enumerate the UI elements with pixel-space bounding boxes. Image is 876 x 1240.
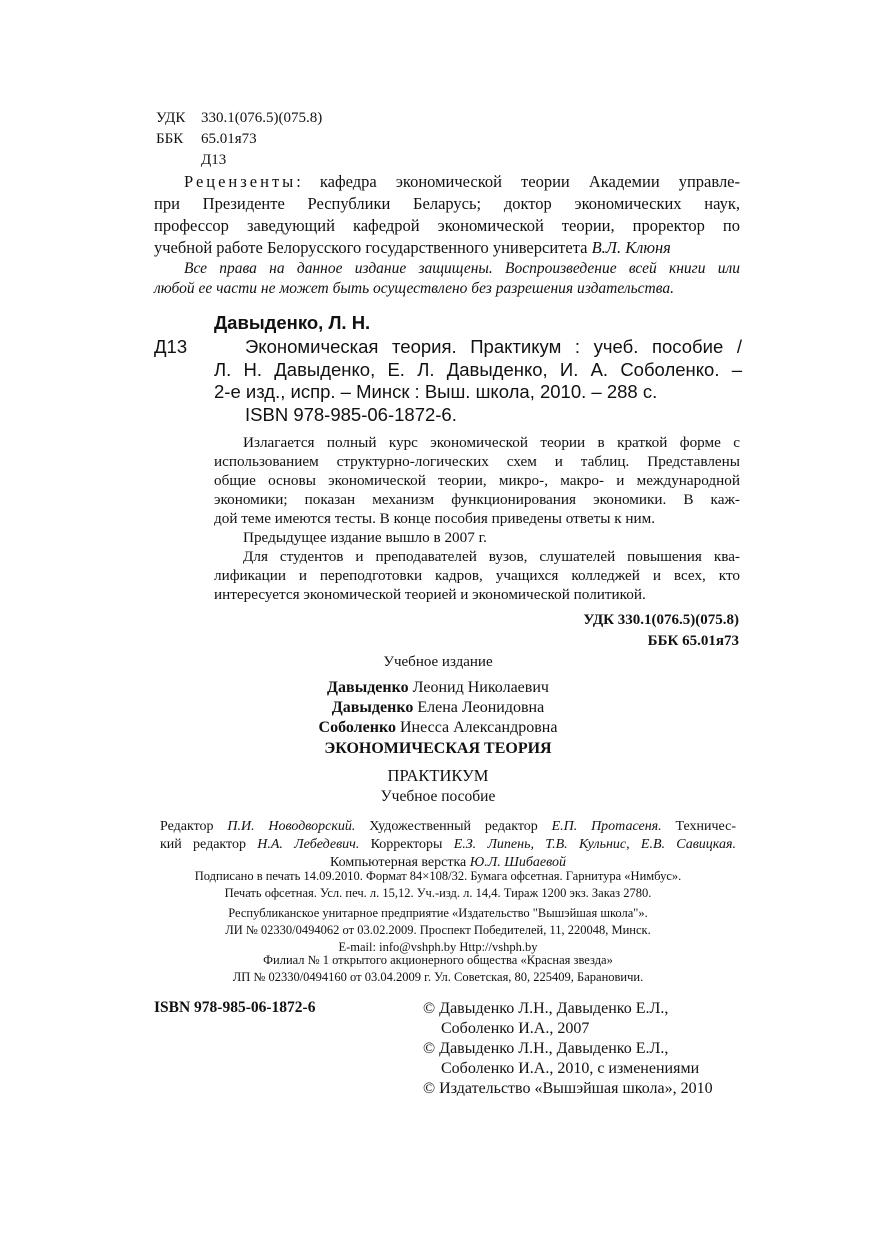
publisher-line-1: Республиканское унитарное предприятие «Издательство "Вышэйшая школа"». [228,906,648,920]
author-2-given: Елена Леонидовна [413,699,545,716]
annotation-line-1: Излагается полный курс экономической теории в краткой форме с [243,434,740,451]
annotation-line-8: лификации и переподготовки кадров, учащихся колледжей и всех, кто [214,567,740,584]
reviewers-line-4: учебной работе Белорусского государственного университета [154,238,592,257]
copyright-2a: © Давыденко Л.Н., Давыденко Е.Л., [423,1040,669,1057]
credits-text: кий редактор [160,837,258,852]
printer-line-2: ЛП № 02330/0494160 от 03.04.2009 г. Ул. Советская, 80, 225409, Барановичи. [232,970,644,984]
annotation-line-7: Для студентов и преподавателей вузов, слушателей повышения ква- [243,548,740,565]
bib-line-1: Экономическая теория. Практикум : учеб. пособие / [245,336,742,357]
author-3-surname: Соболенко [318,719,396,736]
credits-name: Н.А. Лебедевич. [257,837,360,852]
rights-notice [154,259,740,299]
edition-type: Учебное издание [383,654,493,670]
credits-text: Корректоры [359,837,454,852]
publisher-line-2: ЛИ № 02330/0494062 от 03.02.2009. Проспект Победителей, 11, 220048, Минск. [225,923,651,937]
reviewers-line-1: : кафедра экономической теории Академии управле- [296,172,740,191]
bib-line-4: ISBN 978-985-06-1872-6. [245,403,457,425]
author-list [0,678,876,738]
isbn: ISBN 978-985-06-1872-6 [154,999,316,1016]
author-2-surname: Давыденко [331,699,414,716]
credits-text: Художественный редактор [355,819,552,834]
annotation [214,433,740,604]
publisher-line-3: E-mail: info@vshph.by Http://vshph.by [338,940,538,954]
technical-data [0,868,876,902]
udk-right: УДК 330.1(076.5)(075.8) [583,612,739,628]
rights-line-2: любой ее части не может быть осуществлено без разрешения издательства. [154,280,674,297]
book-genre: Учебное пособие [380,788,496,805]
annotation-line-2: использованием структурно-логических схем и таблиц. Представлены [214,453,740,470]
classification-right [583,610,739,652]
bibliographic-record [214,336,742,426]
rights-line-1: Все права на данное издание защищены. Воспроизведение всей книги или [184,260,740,277]
printer-info [0,952,876,986]
author-1 [0,678,876,698]
bbk-value: 65.01я73 [201,131,257,147]
annotation-line-5: дой теме имеются тесты. В конце пособия приведены ответы к ним. [214,510,656,527]
book-subtitle: ПРАКТИКУМ [387,766,489,785]
author-mark: Д13 [201,152,227,168]
udk-value: 330.1(076.5)(075.8) [201,110,323,126]
annotation-line-9: интересуется экономической теорией и экономической политикой. [214,586,646,603]
printer-line-1: Филиал № 1 открытого акционерного общества «Красная звезда» [263,953,613,967]
author-3-given: Инесса Александровна [395,719,558,736]
credits-text: Техничес- [661,819,737,834]
reviewers-line-3: профессор заведующий кафедрой экономической теории, проректор по [154,216,740,235]
publisher-info [0,905,876,956]
bbk-right: ББК 65.01я73 [647,633,739,649]
udk-label: УДК [156,110,186,126]
bib-line-3: 2-е изд., испр. – Минск : Выш. школа, 2010. – 288 с. [214,381,658,402]
author-1-given: Леонид Николаевич [408,679,549,696]
credits-name: П.И. Новодворский. [227,819,356,834]
reviewers-label: Рецензенты [184,172,297,191]
credits-name: Ю.Л. Шибаевой [469,855,566,870]
bib-author: Давыденко, Л. Н. [214,312,371,333]
credits-text: Редактор [160,819,228,834]
bbk-label: ББК [156,131,184,147]
copyright-block [423,999,713,1099]
tech-line-2: Печать офсетная. Усл. печ. л. 15,12. Уч.-изд. л. 14,4. Тираж 1200 экз. Заказ 2780. [224,886,652,900]
annotation-line-6: Предыдущее издание вышло в 2007 г. [243,529,487,546]
credits-text: Компьютерная верстка [330,855,470,870]
classification-block [156,108,322,171]
reviewer-name: В.Л. Клюня [591,238,671,257]
annotation-line-4: экономики; показан механизм функционирования экономики. В каж- [214,491,740,508]
copyright-3: © Издательство «Вышэйшая школа», 2010 [423,1080,713,1097]
copyright-1b: Соболенко И.А., 2007 [441,1020,590,1037]
copyright-2b: Соболенко И.А., 2010, с изменениями [441,1060,700,1077]
credits [160,818,736,872]
author-1-surname: Давыденко [327,679,409,696]
book-title: ЭКОНОМИЧЕСКАЯ ТЕОРИЯ [324,740,552,757]
author-3 [0,718,876,738]
bib-code: Д13 [154,336,188,357]
author-2 [0,698,876,718]
annotation-line-3: общие основы экономической теории, микро-, макро- и международной [214,472,740,489]
reviewers-line-2: при Президенте Республики Беларусь; доктор экономических наук, [154,194,740,213]
credits-name: Е.П. Протасеня. [551,819,662,834]
copyright-1a: © Давыденко Л.Н., Давыденко Е.Л., [423,1000,669,1017]
reviewers-paragraph [154,171,740,259]
credits-name: Е.З. Липень, Т.В. Кульнис, Е.В. Савицкая. [453,837,736,852]
bib-line-2: Л. Н. Давыденко, Е. Л. Давыденко, И. А. Соболенко. – [214,358,742,380]
tech-line-1: Подписано в печать 14.09.2010. Формат 84×108/32. Бумага офсетная. Гарнитура «Нимбус». [194,869,682,883]
